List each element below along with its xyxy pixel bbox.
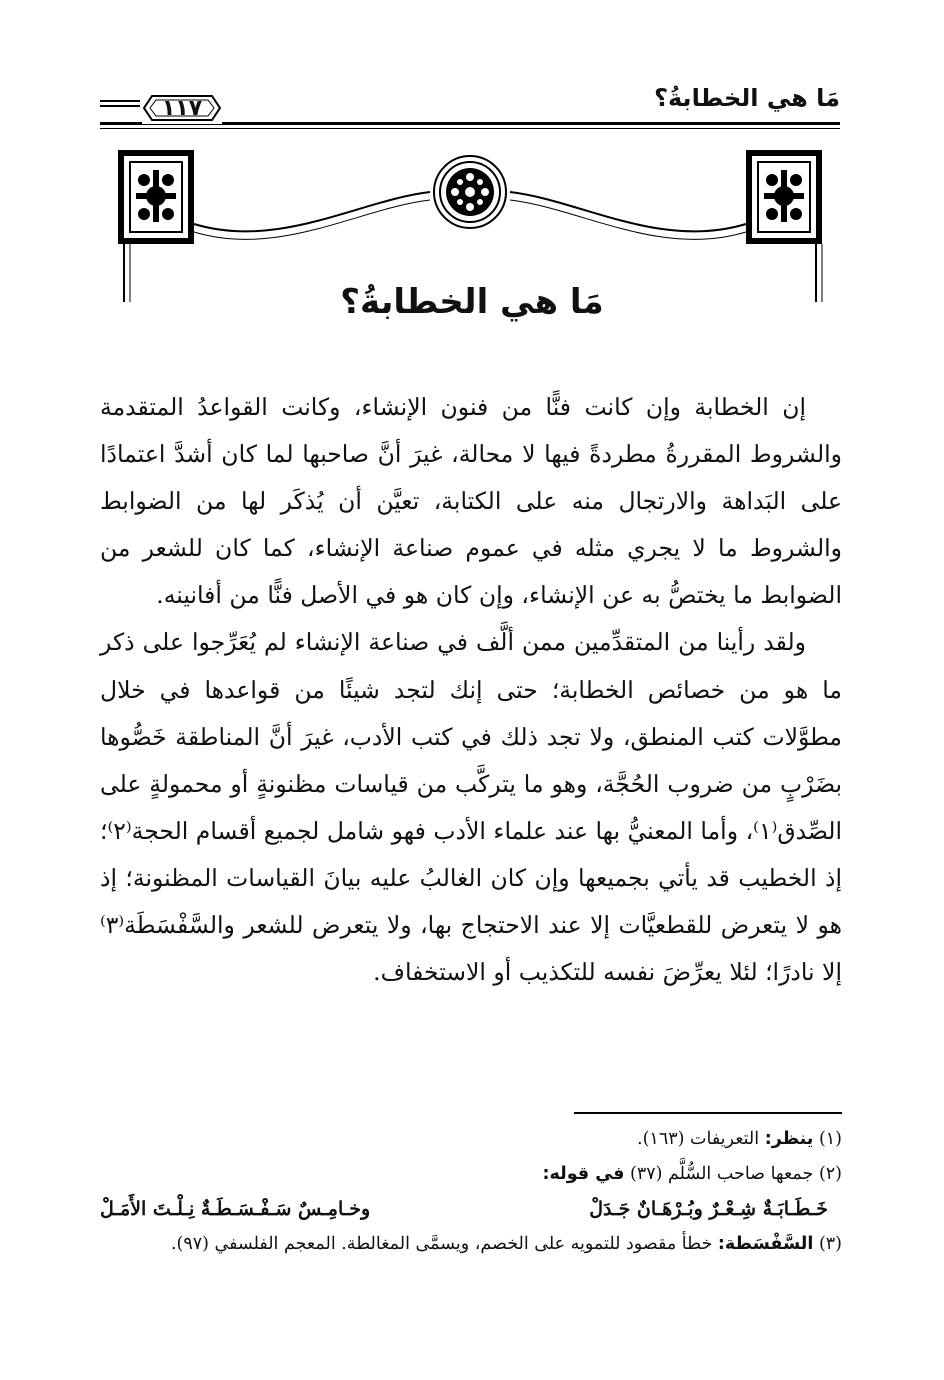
page-number-box [142, 92, 222, 124]
footnote-1-number: (١) [818, 1129, 842, 1149]
footnote-1-text: التعريفات (١٦٣). [637, 1129, 760, 1149]
page-number: ١١٧ [161, 95, 203, 121]
verse-first-hemistich: خَـطَـابَـةٌ شِـعْـرٌ وبُـرْهَـانٌ جَـدَلْ [589, 1198, 828, 1220]
footnotes [100, 1122, 842, 1262]
body-text [100, 384, 842, 996]
footnote-2-label: في قوله: [542, 1164, 625, 1184]
footnote-3-number: (٣) [818, 1234, 842, 1254]
footnote-2-text: جمعها صاحب السُّلَّم (٣٧) [629, 1164, 814, 1184]
footnote-verse [100, 1192, 842, 1227]
footnote-1-label: ينظر: [764, 1129, 814, 1149]
footnote-separator [574, 1112, 842, 1114]
running-header [100, 82, 840, 132]
footnote-2-number: (٢) [818, 1164, 842, 1184]
footnote-3 [100, 1227, 842, 1262]
running-title: مَا هي الخطابةُ؟ [654, 84, 840, 112]
footnote-3-label: السَّفْسَطة: [717, 1234, 814, 1254]
paragraph-1: إن الخطابة وإن كانت فنًّا من فنون الإنشاء، وكانت القواعدُ المتقدمة والشروط المقررةُ مطردةً فيها لا محالة، غيرَ أنَّ صاحبها لما كان أشدَّ اعتمادًا على البَداهة والارتجال منه على الكتابة، تعيَّن أن يُذكَر لها من الضوابط والشروط ما لا يجري مثله في عموم صناعة الإنشاء، كما كان للشعر من الضوابط ما يختصُّ به عن الإنشاء، وإن كان هو في الأصل فنًّا من أفانينه. [100, 393, 842, 610]
verse-second-hemistich: وخـامِـسٌ سَـفْـسَـطَـةٌ نِـلْـتَ الأَمَـلْ [100, 1198, 371, 1220]
header-dash-lines [100, 100, 140, 112]
header-rule-thin [100, 128, 840, 129]
footnote-2 [100, 1157, 842, 1192]
paragraph-2: ولقد رأينا من المتقدِّمين ممن ألَّف في صناعة الإنشاء لم يُعَرِّجوا على ذكر ما هو من خصائص الخطابة؛ حتى إنك لتجد شيئًا من قواعدها في خلال مطوَّلات كتب المنطق، ولا تجد ذلك في كتب الأدب، غيرَ أنَّ المناطقة خَصُّوها بضَرْبٍ من ضروب الحُجَّة، وهو ما يتركَّب من قياسات مظنونةٍ أو محمولةٍ على الصِّدق⁽١⁾، وأما المعنيُّ بها عند علماء الأدب فهو شامل لجميع أقسام الحجة⁽٢⁾؛ إذ الخطيب قد يأتي بجميعها وإن كان الغالبُ عليه بيانَ القياسات المظنونة؛ إذ هو لا يتعرض للقطعيَّات إلا عند الاحتجاج بها، ولا يتعرض للشعر والسَّفْسَطَة⁽٣⁾ إلا نادرًا؛ لئلا يعرِّضَ نفسه للتكذيب أو الاستخفاف. [100, 628, 842, 987]
chapter-title: مَا هي الخطابةُ؟ [340, 282, 604, 322]
footnote-1 [100, 1122, 842, 1157]
footnote-3-text: خطأ مقصود للتمويه على الخصم، ويسمَّى المغالطة. المعجم الفلسفي (٩٧). [170, 1234, 713, 1254]
